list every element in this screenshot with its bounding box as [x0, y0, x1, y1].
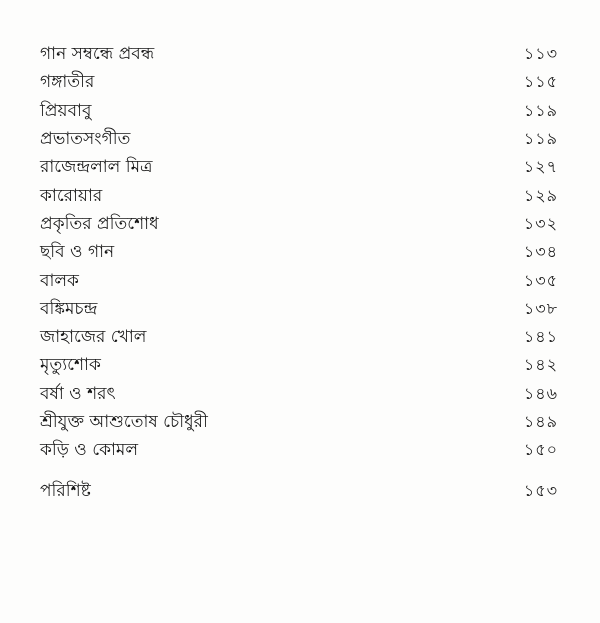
toc-entry-title: গান সম্বন্ধে প্রবন্ধ: [40, 44, 155, 65]
appendix-title: পরিশিষ্ট: [40, 481, 91, 502]
toc-entry-3: [40, 97, 558, 125]
toc-entry-title: কড়ি ও কোমল: [40, 440, 139, 461]
toc-entry-page: ১৪১: [523, 327, 558, 347]
toc-entry-title: প্রকৃতির প্রতিশোধ: [40, 213, 159, 234]
toc-entry-14: [40, 408, 558, 436]
toc-entry-title: মৃত্যুশোক: [40, 355, 101, 376]
toc-entry-6: [40, 181, 558, 209]
toc-entry-4: [40, 125, 558, 153]
toc-entry-12: [40, 351, 558, 379]
toc-entry-9: [40, 266, 558, 294]
toc-entry-15: [40, 436, 558, 464]
toc-entry-page: ১৪২: [523, 355, 558, 375]
toc-entry-11: [40, 323, 558, 351]
toc-entry-page: ১৩৫: [523, 270, 558, 290]
toc-entry-title: কারোয়ার: [40, 185, 103, 206]
toc-entry-title: ছবি ও গান: [40, 242, 115, 263]
toc-entry-page: ১৪৯: [523, 412, 558, 431]
toc-entry-10: [40, 295, 558, 323]
toc-entry-page: ১৩৮: [523, 298, 558, 318]
toc-entry-1: [40, 40, 558, 68]
toc-entry-title: গঙ্গাতীর: [40, 72, 95, 93]
toc-entry-page: ১৩৪: [523, 242, 558, 262]
toc-entry-page: ১২৯: [523, 185, 558, 205]
toc-appendix: [40, 477, 558, 505]
toc-entry-title: বর্ষা ও শরৎ: [40, 383, 116, 404]
toc-entry-8: [40, 238, 558, 266]
toc-entry-title: শ্রীযুক্ত আশুতোষ চৌধুরী: [40, 412, 208, 432]
toc-entry-page: ১১৫: [523, 72, 558, 92]
toc-entry-title: প্রভাতসংগীত: [40, 129, 131, 150]
toc-entry-7: [40, 210, 558, 238]
toc-entry-page: ১৩২: [523, 213, 558, 233]
toc-entry-page: ১১৯: [523, 100, 558, 120]
toc-entry-2: [40, 68, 558, 96]
toc-entry-page: ১৪৬: [523, 383, 558, 403]
toc-entry-page: ১২৭: [523, 157, 558, 177]
toc-entry-5: [40, 153, 558, 181]
toc-entry-page: ১১৩: [523, 44, 558, 64]
toc-entry-title: বঙ্কিমচন্দ্র: [40, 298, 98, 319]
table-of-contents: [40, 40, 558, 464]
toc-entry-title: জাহাজের খোল: [40, 327, 147, 348]
appendix-page: ১৫৩: [523, 481, 558, 501]
toc-entry-page: ১৫০: [523, 440, 558, 460]
toc-entry-title: প্রিয়বাবু: [40, 100, 92, 121]
toc-entry-title: রাজেন্দ্রলাল মিত্র: [40, 157, 153, 178]
toc-entry-page: ১১৯: [523, 129, 558, 149]
toc-entry-title: বালক: [40, 270, 79, 291]
toc-entry-13: [40, 380, 558, 408]
